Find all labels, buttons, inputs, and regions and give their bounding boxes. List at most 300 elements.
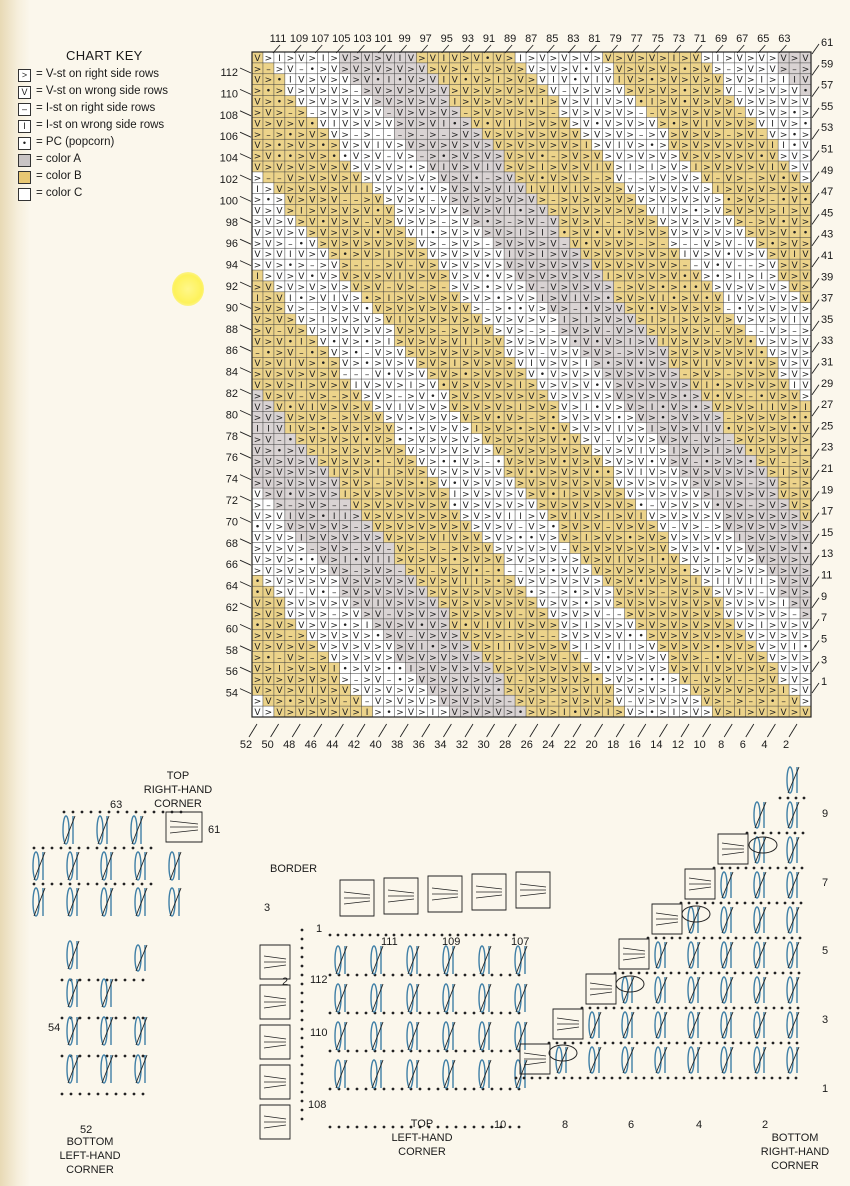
chart-stitch-symbol: • bbox=[364, 304, 370, 315]
chart-stitch-symbol: V bbox=[407, 184, 415, 195]
chart-stitch-symbol: V bbox=[440, 108, 447, 119]
chart-stitch-symbol: > bbox=[308, 228, 317, 239]
chart-stitch-symbol: > bbox=[757, 217, 766, 228]
chart-stitch-symbol: > bbox=[450, 391, 459, 402]
chart-stitch-symbol: • bbox=[528, 533, 535, 544]
chart-stitch-symbol: V bbox=[254, 141, 261, 152]
chart-stitch-symbol: V bbox=[418, 64, 425, 75]
chart-stitch-symbol: > bbox=[286, 555, 295, 566]
chart-stitch-symbol: – bbox=[737, 86, 742, 97]
chart-stitch-symbol: > bbox=[746, 380, 755, 391]
chart-stitch-symbol: V bbox=[780, 250, 787, 261]
chart-stitch-symbol: V bbox=[802, 293, 809, 304]
chart-stitch-symbol: V bbox=[572, 479, 579, 490]
chart-stitch-symbol: – bbox=[353, 195, 359, 206]
chart-stitch-symbol: > bbox=[516, 413, 525, 424]
chart-stitch-symbol: > bbox=[637, 293, 645, 304]
chart-stitch-symbol: V bbox=[364, 75, 371, 86]
chart-stitch-symbol: V bbox=[528, 348, 535, 359]
chart-stitch-symbol: V bbox=[736, 119, 743, 130]
chart-stitch-symbol: > bbox=[374, 293, 382, 304]
chart-stitch-symbol: > bbox=[626, 282, 634, 293]
chart-stitch-symbol: > bbox=[461, 271, 470, 282]
chart-stitch-symbol: V bbox=[648, 468, 656, 479]
chart-stitch-symbol: > bbox=[549, 315, 558, 326]
chart-stitch-symbol: V bbox=[802, 97, 809, 108]
chart-stitch-symbol: V bbox=[627, 206, 634, 217]
chart-stitch-symbol: > bbox=[637, 315, 645, 326]
chart-stitch-symbol: > bbox=[396, 97, 404, 108]
chart-stitch-symbol: > bbox=[308, 490, 317, 500]
chart-stitch-symbol: > bbox=[768, 250, 777, 261]
chart-stitch-symbol: > bbox=[450, 544, 459, 555]
chart-stitch-symbol: > bbox=[286, 119, 295, 130]
chart-stitch-symbol: • bbox=[605, 359, 611, 370]
chart-stitch-symbol: V bbox=[462, 479, 469, 490]
chart-stitch-symbol: • bbox=[550, 424, 557, 435]
chart-stitch-symbol: > bbox=[505, 402, 514, 413]
chart-stitch-symbol: > bbox=[450, 348, 459, 359]
chart-stitch-symbol: > bbox=[681, 206, 689, 217]
chart-stitch-symbol: V bbox=[265, 391, 272, 402]
chart-stitch-symbol: • bbox=[298, 239, 304, 250]
chart-stitch-symbol: I bbox=[354, 184, 358, 195]
chart-stitch-symbol: > bbox=[374, 271, 382, 282]
chart-stitch-symbol: • bbox=[583, 64, 589, 75]
chart-stitch-symbol: V bbox=[364, 206, 371, 217]
chart-stitch-symbol: > bbox=[801, 282, 810, 293]
chart-stitch-symbol: I bbox=[672, 315, 676, 326]
chart-stitch-symbol: • bbox=[485, 271, 491, 282]
chart-stitch-symbol: > bbox=[549, 97, 558, 108]
chart-stitch-symbol: > bbox=[341, 64, 349, 75]
chart-stitch-symbol: V bbox=[462, 261, 469, 272]
chart-stitch-symbol: > bbox=[604, 479, 613, 490]
chart-stitch-symbol: > bbox=[418, 511, 426, 522]
chart-stitch-symbol: V bbox=[758, 424, 765, 435]
chart-stitch-symbol: > bbox=[670, 152, 678, 163]
chart-stitch-symbol: • bbox=[539, 152, 546, 163]
chart-stitch-symbol: – bbox=[353, 86, 359, 97]
chart-stitch-symbol: V bbox=[736, 424, 743, 435]
chart-stitch-symbol: > bbox=[768, 511, 777, 522]
chart-stitch-symbol: V bbox=[265, 261, 272, 272]
chart-stitch-symbol: > bbox=[801, 261, 810, 272]
chart-stitch-symbol: V bbox=[758, 228, 765, 239]
chart-stitch-symbol: – bbox=[759, 130, 764, 141]
chart-stitch-symbol: V bbox=[418, 261, 425, 272]
chart-stitch-symbol: > bbox=[527, 162, 536, 173]
chart-stitch-symbol: > bbox=[253, 152, 262, 163]
chart-stitch-symbol: V bbox=[440, 479, 447, 490]
chart-stitch-symbol: V bbox=[396, 544, 404, 555]
chart-stitch-symbol: > bbox=[253, 457, 262, 468]
chart-stitch-symbol: I bbox=[650, 424, 654, 435]
chart-stitch-symbol: V bbox=[473, 359, 480, 370]
chart-stitch-symbol: > bbox=[735, 64, 744, 75]
chart-stitch-symbol: > bbox=[703, 162, 711, 173]
chart-stitch-symbol: V bbox=[605, 75, 612, 86]
chart-stitch-symbol: > bbox=[418, 271, 426, 282]
chart-stitch-symbol: > bbox=[779, 391, 788, 402]
chart-stitch-symbol: V bbox=[583, 271, 590, 282]
chart-stitch-symbol: > bbox=[494, 544, 503, 555]
chart-stitch-symbol: V bbox=[703, 64, 710, 75]
chart-stitch-symbol: V bbox=[495, 119, 502, 130]
chart-stitch-symbol: > bbox=[801, 457, 810, 468]
chart-stitch-symbol: V bbox=[616, 152, 623, 163]
chart-stitch-symbol: V bbox=[287, 64, 294, 75]
chart-stitch-symbol: V bbox=[517, 97, 524, 108]
chart-stitch-symbol: V bbox=[353, 108, 360, 119]
chart-stitch-symbol: > bbox=[549, 555, 558, 566]
chart-stitch-symbol: I bbox=[771, 162, 774, 173]
chart-stitch-symbol: > bbox=[779, 282, 788, 293]
chart-stitch-symbol: V bbox=[353, 479, 360, 490]
chart-stitch-symbol: V bbox=[331, 217, 338, 228]
chart-stitch-symbol: I bbox=[606, 271, 610, 282]
chart-stitch-symbol: V bbox=[473, 402, 480, 413]
chart-stitch-symbol: – bbox=[266, 500, 271, 511]
chart-stitch-symbol: V bbox=[703, 566, 710, 577]
chart-stitch-symbol: I bbox=[332, 119, 336, 130]
chart-stitch-symbol: V bbox=[638, 522, 645, 533]
chart-stitch-symbol: V bbox=[331, 239, 338, 250]
chart-stitch-symbol: – bbox=[266, 64, 271, 75]
chart-stitch-symbol: – bbox=[693, 435, 699, 446]
chart-stitch-symbol: > bbox=[714, 64, 722, 75]
chart-stitch-symbol: > bbox=[253, 108, 262, 119]
chart-stitch-symbol: V bbox=[528, 239, 535, 250]
chart-stitch-symbol: > bbox=[615, 577, 623, 588]
chart-stitch-symbol: > bbox=[374, 359, 382, 370]
chart-stitch-symbol: • bbox=[287, 435, 294, 446]
chart-stitch-symbol: > bbox=[352, 511, 360, 522]
chart-stitch-symbol: > bbox=[681, 424, 689, 435]
chart-stitch-symbol: > bbox=[538, 457, 547, 468]
chart-stitch-symbol: > bbox=[483, 75, 492, 86]
chart-stitch-symbol: V bbox=[451, 380, 458, 391]
chart-stitch-symbol: > bbox=[725, 162, 733, 173]
chart-stitch-symbol: > bbox=[593, 293, 602, 304]
chart-stitch-symbol: V bbox=[396, 261, 404, 272]
chart-stitch-symbol: V bbox=[791, 544, 798, 555]
chart-stitch-symbol: V bbox=[802, 424, 809, 435]
chart-stitch-symbol: V bbox=[594, 130, 601, 141]
chart-stitch-symbol: V bbox=[265, 413, 272, 424]
chart-stitch-symbol: V bbox=[528, 522, 535, 533]
chart-stitch-symbol: – bbox=[715, 326, 721, 337]
chart-stitch-symbol: V bbox=[670, 97, 678, 108]
chart-stitch-symbol: > bbox=[385, 304, 393, 315]
chart-stitch-symbol: > bbox=[352, 119, 360, 130]
chart-stitch-symbol: V bbox=[254, 228, 261, 239]
chart-stitch-symbol: V bbox=[451, 141, 458, 152]
chart-stitch-symbol: > bbox=[593, 446, 602, 457]
chart-stitch-symbol: > bbox=[768, 271, 777, 282]
chart-stitch-symbol: > bbox=[308, 184, 317, 195]
chart-stitch-symbol: > bbox=[264, 141, 273, 152]
chart-stitch-symbol: V bbox=[747, 195, 754, 206]
chart-stitch-symbol: • bbox=[638, 97, 644, 108]
chart-stitch-symbol: • bbox=[408, 162, 414, 173]
chart-stitch-symbol: V bbox=[638, 152, 645, 163]
chart-stitch-symbol: > bbox=[429, 173, 437, 184]
chart-stitch-symbol: V bbox=[627, 250, 634, 261]
chart-stitch-symbol: V bbox=[692, 555, 699, 566]
chart-stitch-symbol: V bbox=[276, 555, 283, 566]
chart-stitch-symbol: > bbox=[692, 522, 700, 533]
chart-stitch-symbol: V bbox=[627, 446, 634, 457]
chart-stitch-symbol: V bbox=[429, 380, 436, 391]
chart-stitch-symbol: > bbox=[757, 64, 766, 75]
chart-stitch-symbol: V bbox=[276, 184, 283, 195]
chart-stitch-symbol: > bbox=[483, 359, 492, 370]
chart-stitch-symbol: – bbox=[759, 326, 764, 337]
chart-stitch-symbol: V bbox=[374, 282, 382, 293]
chart-stitch-symbol: > bbox=[275, 457, 284, 468]
chart-stitch-symbol: V bbox=[265, 304, 272, 315]
chart-stitch-symbol: V bbox=[780, 337, 787, 348]
chart-stitch-symbol: > bbox=[637, 533, 645, 544]
chart-stitch-symbol: > bbox=[319, 282, 328, 293]
chart-stitch-symbol: V bbox=[265, 282, 272, 293]
chart-stitch-symbol: V bbox=[429, 141, 436, 152]
chart-stitch-symbol: V bbox=[451, 424, 458, 435]
chart-stitch-symbol: V bbox=[583, 119, 590, 130]
chart-stitch-symbol: > bbox=[670, 500, 678, 511]
chart-stitch-symbol: > bbox=[725, 402, 733, 413]
chart-stitch-symbol: V bbox=[648, 511, 656, 522]
chart-stitch-symbol: – bbox=[737, 108, 742, 119]
chart-stitch-symbol: V bbox=[791, 435, 798, 446]
chart-stitch-symbol: > bbox=[670, 326, 678, 337]
chart-stitch-symbol: > bbox=[560, 217, 569, 228]
chart-stitch-symbol: > bbox=[297, 261, 306, 272]
chart-stitch-symbol: V bbox=[539, 402, 546, 413]
chart-stitch-symbol: > bbox=[374, 511, 382, 522]
chart-stitch-symbol: V bbox=[254, 250, 261, 261]
chart-stitch-symbol: I bbox=[475, 577, 479, 588]
chart-stitch-symbol: V bbox=[681, 500, 689, 511]
chart-stitch-symbol: I bbox=[299, 380, 303, 391]
chart-stitch-symbol: V bbox=[396, 86, 404, 97]
chart-stitch-symbol: > bbox=[472, 500, 481, 511]
chart-stitch-symbol: > bbox=[516, 544, 525, 555]
chart-stitch-symbol: V bbox=[298, 402, 305, 413]
chart-stitch-symbol: – bbox=[649, 500, 655, 511]
chart-stitch-symbol: V bbox=[627, 119, 634, 130]
chart-stitch-symbol: I bbox=[387, 75, 391, 86]
chart-stitch-symbol: V bbox=[265, 479, 272, 490]
chart-stitch-symbol: V bbox=[320, 533, 327, 544]
chart-stitch-symbol: – bbox=[419, 282, 425, 293]
chart-stitch-symbol: V bbox=[572, 239, 579, 250]
chart-stitch-symbol: > bbox=[450, 304, 459, 315]
chart-stitch-symbol: V bbox=[364, 555, 371, 566]
chart-stitch-symbol: V bbox=[462, 413, 469, 424]
chart-stitch-symbol: > bbox=[494, 282, 503, 293]
chart-stitch-symbol: V bbox=[561, 424, 568, 435]
chart-stitch-symbol: > bbox=[418, 402, 426, 413]
chart-stitch-symbol: > bbox=[275, 348, 284, 359]
chart-stitch-symbol: I bbox=[519, 511, 522, 522]
chart-stitch-symbol: > bbox=[440, 468, 448, 479]
chart-stitch-symbol: V bbox=[780, 184, 787, 195]
chart-stitch-symbol: > bbox=[472, 195, 481, 206]
chart-stitch-symbol: > bbox=[549, 53, 558, 64]
chart-stitch-symbol: V bbox=[769, 130, 776, 141]
chart-stitch-symbol: V bbox=[561, 250, 568, 261]
chart-stitch-symbol: > bbox=[703, 53, 711, 64]
chart-stitch-symbol: V bbox=[517, 555, 524, 566]
chart-stitch-symbol: > bbox=[714, 304, 722, 315]
chart-stitch-symbol: > bbox=[483, 97, 492, 108]
chart-stitch-symbol: > bbox=[790, 511, 799, 522]
chart-stitch-symbol: V bbox=[385, 206, 393, 217]
chart-stitch-symbol: > bbox=[330, 359, 338, 370]
chart-stitch-symbol: > bbox=[681, 555, 689, 566]
chart-stitch-symbol: > bbox=[275, 479, 284, 490]
chart-stitch-symbol: V bbox=[572, 261, 579, 272]
chart-stitch-symbol: > bbox=[659, 446, 667, 457]
chart-stitch-symbol: V bbox=[758, 141, 765, 152]
chart-stitch-symbol: • bbox=[485, 119, 491, 130]
chart-stitch-symbol: V bbox=[407, 141, 415, 152]
chart-stitch-symbol: – bbox=[748, 479, 753, 490]
chart-stitch-symbol: V bbox=[484, 261, 491, 272]
chart-stitch-symbol: > bbox=[746, 119, 755, 130]
chart-stitch-symbol: V bbox=[495, 359, 502, 370]
chart-stitch-symbol: > bbox=[746, 184, 755, 195]
chart-stitch-symbol: > bbox=[494, 348, 503, 359]
chart-stitch-symbol: > bbox=[637, 555, 645, 566]
chart-stitch-symbol: > bbox=[363, 108, 371, 119]
chart-stitch-symbol: > bbox=[714, 239, 722, 250]
chart-stitch-symbol: > bbox=[626, 457, 634, 468]
chart-stitch-symbol: > bbox=[396, 337, 404, 348]
chart-stitch-symbol: • bbox=[485, 53, 491, 64]
chart-stitch-symbol: • bbox=[748, 337, 754, 348]
chart-stitch-symbol: I bbox=[409, 380, 413, 391]
chart-stitch-symbol: • bbox=[452, 479, 458, 490]
chart-stitch-symbol: > bbox=[418, 380, 426, 391]
chart-stitch-symbol: > bbox=[494, 391, 503, 402]
chart-stitch-symbol: V bbox=[561, 359, 568, 370]
chart-stitch-symbol: > bbox=[538, 391, 547, 402]
chart-stitch-symbol: > bbox=[275, 500, 284, 511]
chart-stitch-symbol: • bbox=[759, 391, 765, 402]
chart-stitch-symbol: • bbox=[660, 555, 666, 566]
chart-stitch-symbol: V bbox=[298, 53, 305, 64]
chart-stitch-symbol: > bbox=[396, 228, 404, 239]
chart-stitch-symbol: – bbox=[364, 370, 370, 381]
chart-stitch-symbol: V bbox=[583, 162, 590, 173]
chart-stitch-symbol: V bbox=[309, 391, 316, 402]
chart-stitch-symbol: V bbox=[550, 304, 557, 315]
chart-stitch-symbol: > bbox=[330, 184, 338, 195]
chart-stitch-symbol: V bbox=[407, 337, 415, 348]
chart-stitch-symbol: V bbox=[725, 566, 732, 577]
chart-stitch-symbol: > bbox=[681, 228, 689, 239]
chart-stitch-symbol: > bbox=[253, 500, 262, 511]
chart-stitch-symbol: > bbox=[264, 206, 273, 217]
chart-stitch-symbol: V bbox=[287, 217, 294, 228]
chart-stitch-symbol: • bbox=[638, 577, 644, 588]
chart-stitch-symbol: > bbox=[297, 544, 306, 555]
chart-stitch-symbol: V bbox=[451, 293, 458, 304]
chart-stitch-symbol: V bbox=[506, 282, 513, 293]
chart-stitch-symbol: V bbox=[659, 348, 667, 359]
chart-stitch-symbol: > bbox=[330, 555, 338, 566]
chart-stitch-symbol: V bbox=[396, 108, 404, 119]
chart-stitch-symbol: V bbox=[780, 446, 787, 457]
chart-stitch-symbol: V bbox=[265, 326, 272, 337]
chart-stitch-symbol: > bbox=[746, 293, 755, 304]
chart-stitch-symbol: I bbox=[256, 424, 259, 435]
chart-stitch-symbol: > bbox=[615, 250, 623, 261]
chart-stitch-symbol: V bbox=[364, 468, 371, 479]
chart-stitch-symbol: > bbox=[626, 108, 634, 119]
chart-stitch-symbol: > bbox=[790, 446, 799, 457]
chart-stitch-symbol: • bbox=[748, 457, 754, 468]
chart-stitch-symbol: • bbox=[419, 184, 425, 195]
chart-stitch-symbol: > bbox=[297, 326, 306, 337]
chart-stitch-symbol: V bbox=[780, 380, 787, 391]
chart-stitch-symbol: > bbox=[352, 97, 360, 108]
chart-stitch-symbol: V bbox=[342, 162, 349, 173]
chart-stitch-symbol: > bbox=[615, 162, 623, 173]
chart-stitch-symbol: V bbox=[473, 293, 480, 304]
chart-stitch-symbol: V bbox=[396, 304, 404, 315]
chart-stitch-symbol: V bbox=[353, 326, 360, 337]
chart-stitch-symbol: > bbox=[560, 130, 569, 141]
chart-stitch-symbol: > bbox=[385, 173, 393, 184]
chart-stitch-symbol: > bbox=[461, 490, 470, 500]
chart-stitch-symbol: V bbox=[616, 522, 623, 533]
chart-stitch-symbol: V bbox=[758, 380, 765, 391]
chart-stitch-symbol: I bbox=[398, 53, 402, 64]
chart-stitch-symbol: > bbox=[801, 108, 810, 119]
chart-stitch-symbol: – bbox=[693, 261, 699, 272]
chart-stitch-symbol: > bbox=[703, 468, 711, 479]
chart-stitch-symbol: V bbox=[648, 577, 656, 588]
chart-stitch-symbol: – bbox=[310, 544, 315, 555]
chart-stitch-symbol: > bbox=[440, 293, 448, 304]
chart-stitch-symbol: V bbox=[320, 206, 327, 217]
chart-stitch-symbol: > bbox=[768, 468, 777, 479]
chart-stitch-symbol: > bbox=[582, 348, 591, 359]
key-label: = V-st on right side rows bbox=[36, 68, 160, 80]
chart-stitch-symbol: V bbox=[769, 64, 776, 75]
chart-stitch-symbol: V bbox=[791, 86, 798, 97]
chart-stitch-symbol: V bbox=[561, 577, 568, 588]
chart-stitch-symbol: > bbox=[275, 522, 284, 533]
chart-stitch-symbol: > bbox=[571, 380, 580, 391]
chart-stitch-symbol: > bbox=[450, 173, 459, 184]
chart-stitch-symbol: – bbox=[518, 566, 523, 577]
chart-stitch-symbol: V bbox=[462, 544, 469, 555]
chart-stitch-symbol: > bbox=[286, 380, 295, 391]
chart-stitch-symbol: > bbox=[429, 64, 437, 75]
chart-stitch-symbol: V bbox=[320, 490, 327, 500]
chart-stitch-symbol: V bbox=[670, 337, 678, 348]
chart-stitch-symbol: > bbox=[670, 261, 678, 272]
chart-stitch-symbol: > bbox=[692, 413, 700, 424]
chart-stitch-symbol: V bbox=[385, 97, 393, 108]
chart-stitch-symbol: > bbox=[374, 490, 382, 500]
chart-stitch-symbol: V bbox=[473, 53, 480, 64]
